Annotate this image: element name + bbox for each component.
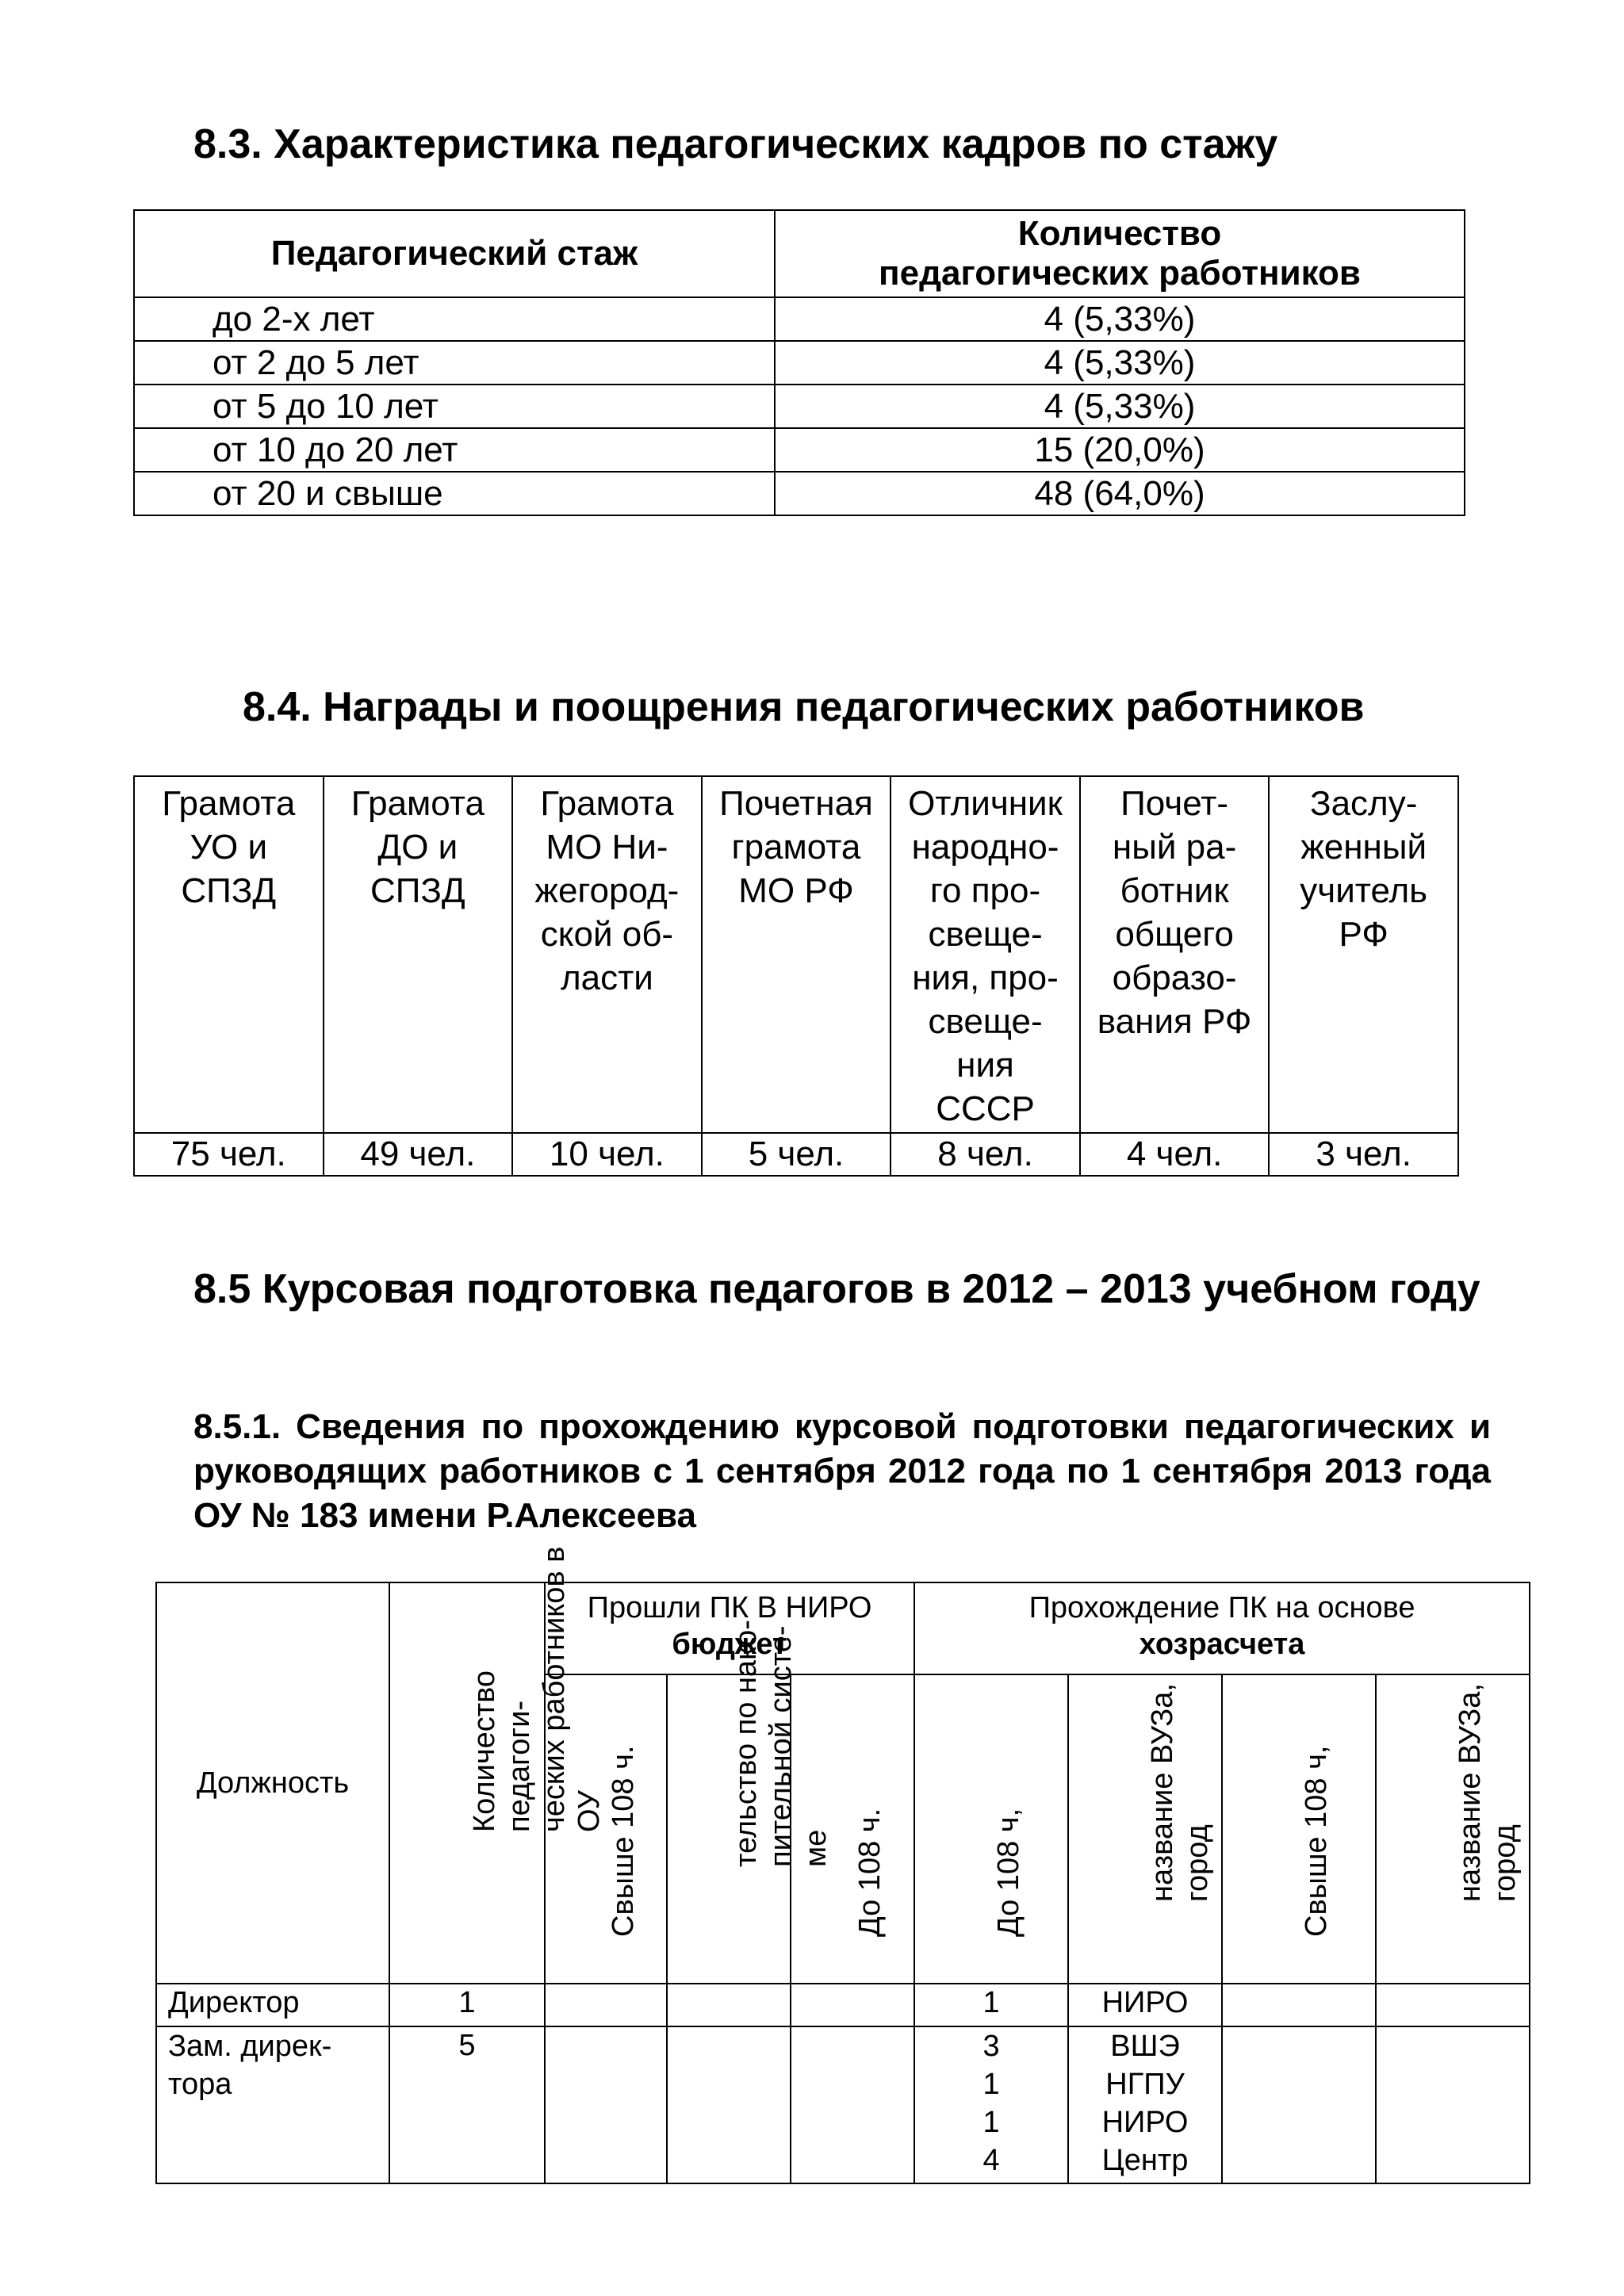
header-staff-count: Количество педагоги- ческих работников в ОУ	[389, 1582, 545, 1984]
section-8-5-1-title: 8.5.1. Сведения по прохождению курсовой подготовки педагогических и руководящих работников с 1 сентября 2012 года по 1 сентября 2013 года ОУ № 183 имени Р.Алексеева	[193, 1407, 1491, 1535]
table-row: Зам. дирек- тора 5 3 1 1 4 ВШЭ НГПУ НИРО Центр	[156, 2026, 1530, 2183]
award-count: 5 чел.	[702, 1133, 891, 1176]
table-row: Директор 1 1 НИРО	[156, 1984, 1530, 2026]
header-experience: Педагогический стаж	[134, 210, 775, 297]
subheader: название ВУЗа, город	[1068, 1674, 1222, 1984]
table-row: от 20 и свыше 48 (64,0%)	[134, 472, 1465, 515]
award-header: Грамота УО и СПЗД	[134, 776, 324, 1133]
section-8-3-title: 8.3. Характеристика педагогических кадров по стажу	[193, 121, 1278, 167]
awards-values-row	[134, 1133, 1458, 1176]
header-position: Должность	[156, 1582, 389, 1984]
award-count: 4 чел.	[1080, 1133, 1270, 1176]
table-row: до 2-х лет 4 (5,33%)	[134, 297, 1465, 341]
award-header: Грамота ДО и СПЗД	[324, 776, 513, 1133]
training-table	[155, 1546, 1530, 2184]
subheader: тельство по нако- пительной систе- ме	[667, 1674, 791, 1984]
header-budget-group: Прошли ПК В НИРО бюджет	[545, 1582, 914, 1674]
table-row: от 2 до 5 лет 4 (5,33%)	[134, 341, 1465, 385]
awards-header-row	[134, 776, 1458, 1133]
award-count: 75 чел.	[134, 1133, 324, 1176]
section-8-5-title: 8.5 Курсовая подготовка педагогов в 2012 – 2013 учебном году	[193, 1266, 1480, 1312]
table-row: от 10 до 20 лет 15 (20,0%)	[134, 428, 1465, 472]
experience-table	[133, 209, 1465, 516]
award-count: 49 чел.	[324, 1133, 513, 1176]
awards-table	[133, 775, 1459, 1177]
award-header: Заслу- женный учитель РФ	[1269, 776, 1458, 1133]
award-header: Грамота МО Ни- жегород- ской об- ласти	[512, 776, 702, 1133]
subheader: Свыше 108 ч,	[1222, 1674, 1376, 1984]
table-header-row	[134, 210, 1465, 297]
header-staff-count: Количество педагогических работников	[775, 210, 1465, 297]
subheader: название ВУЗа, город	[1376, 1674, 1530, 1984]
award-header: Отличник народно- го про- свеще- ния, про- свеще- ния СССР	[891, 776, 1080, 1133]
award-count: 10 чел.	[512, 1133, 702, 1176]
table-row: от 5 до 10 лет 4 (5,33%)	[134, 385, 1465, 428]
section-8-4-title: 8.4. Награды и поощрения педагогических работников	[243, 684, 1365, 730]
award-count: 3 чел.	[1269, 1133, 1458, 1176]
header-self-funded-group: Прохождение ПК на основе хозрасчета	[914, 1582, 1530, 1674]
award-count: 8 чел.	[891, 1133, 1080, 1176]
award-header: Почетная грамота МО РФ	[702, 776, 891, 1133]
award-header: Почет- ный ра- ботник общего образо- вания РФ	[1080, 776, 1270, 1133]
subheader: До 108 ч,	[914, 1674, 1068, 1984]
subheader: До 108 ч.	[791, 1674, 914, 1984]
subheader: Свыше 108 ч.	[545, 1674, 667, 1984]
